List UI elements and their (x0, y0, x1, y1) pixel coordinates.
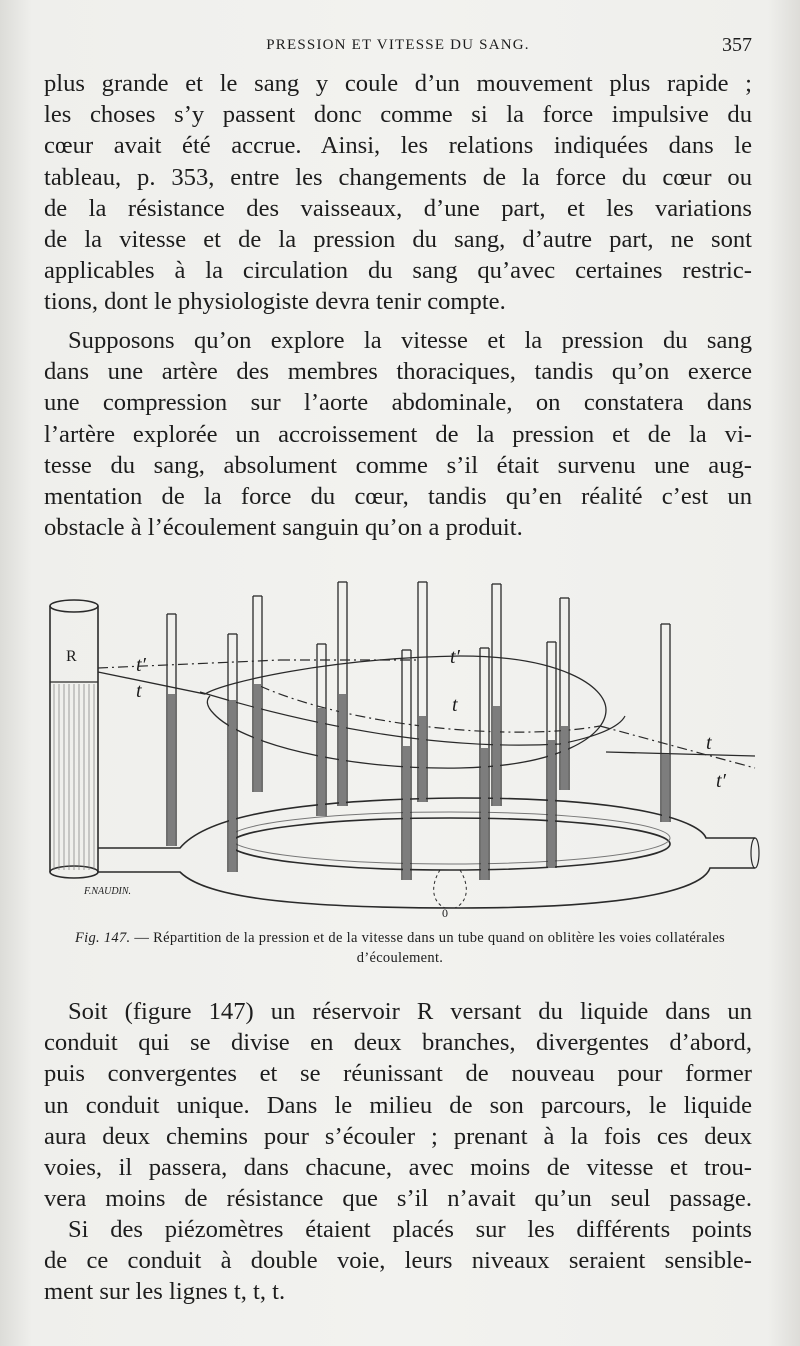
artist-signature: F.NAUDIN. (84, 886, 132, 897)
text-line: vera moins de résistance que s’il n’avait qu’un seul passage. (44, 1185, 752, 1213)
label-t-center: t (452, 694, 458, 716)
text-line: plus grande et le sang y coule d’un mouvement plus rapide ; (44, 70, 752, 97)
text-line: Si des piézomètres étaient placés sur les différents points (68, 1216, 752, 1243)
text-line: puis convergentes et se réunissant de nouveau pour former (44, 1060, 752, 1088)
text-line: tableau, p. 353, entre les changements de la force du cœur ou (44, 163, 752, 191)
text-line: cœur avait été accrue. Ainsi, les relations indiquées dans le (44, 132, 752, 160)
paragraph-1 (44, 68, 752, 318)
text-line: Soit (figure 147) un réservoir R versant du liquide dans un (68, 998, 752, 1025)
text-line: tions, dont le physiologiste devra tenir compte. (44, 288, 506, 316)
reservoir-R (50, 600, 98, 878)
text-line: de la vitesse et de la pression du sang, d’autre part, ne sont (44, 226, 752, 254)
text-line: tesse du sang, absolument comme s’il était survenu une aug- (44, 451, 752, 479)
label-t-prime-right: t′ (716, 770, 726, 792)
text-line: conduit qui se divise en deux branches, divergentes d’abord, (44, 1029, 752, 1057)
text-line: aura deux chemins pour s’écouler ; prenant à la fois ces deux (44, 1122, 752, 1150)
page-number: 357 (722, 34, 752, 56)
text-line: dans une artère des membres thoraciques, tandis qu’on exerce (44, 358, 752, 386)
page-header (42, 34, 754, 58)
paragraph-4 (44, 1214, 752, 1308)
paragraph-3 (44, 996, 752, 1214)
label-t-prime-left: t′ (136, 654, 146, 676)
text-line: Supposons qu’on explore la vitesse et la pression du sang (68, 327, 752, 354)
text-line: applicables à la circulation du sang qu’avec certaines restric- (44, 257, 752, 285)
label-t-left: t (136, 680, 142, 702)
figure-147 (40, 576, 760, 924)
label-t-prime-top: t′ (450, 646, 460, 668)
figure-caption-label: Fig. 147. (74, 930, 131, 946)
running-title: PRESSION ET VITESSE DU SANG. (266, 37, 530, 53)
text-line: mentation de la force du cœur, tandis qu’en réalité c’est un (44, 483, 752, 511)
text-line: de ce conduit à double voie, leurs niveaux seraient sensible- (44, 1247, 752, 1275)
label-R: R (66, 648, 77, 665)
text-line: de la résistance des vaisseaux, d’une part, et les variations (44, 194, 752, 222)
figure-caption-text: — Répartition de la pression et de la vitesse dans un tube quand on oblitère les voies collatérales d’écoulement. (134, 930, 726, 966)
paragraph-2 (44, 325, 752, 543)
text-line: une compression sur l’aorte abdominale, on constatera dans (44, 389, 752, 417)
double-conduit (98, 798, 759, 908)
text-line: un conduit unique. Dans le milieu de son parcours, le liquide (44, 1091, 752, 1119)
figure-caption (44, 928, 756, 968)
label-t-right: t (706, 732, 712, 754)
label-zero: 0 (442, 906, 448, 920)
piezometer-diagram (40, 576, 760, 924)
text-line: l’artère explorée un accroissement de la pression et de la vi- (44, 420, 752, 448)
text-line: obstacle à l’écoulement sanguin qu’on a produit. (44, 514, 523, 542)
text-line: voies, il passera, dans chacune, avec moins de vitesse et trou- (44, 1154, 752, 1182)
text-line: ment sur les lignes t, t, t. (44, 1278, 286, 1306)
text-line: les choses s’y passent donc comme si la force impulsive du (44, 101, 752, 129)
